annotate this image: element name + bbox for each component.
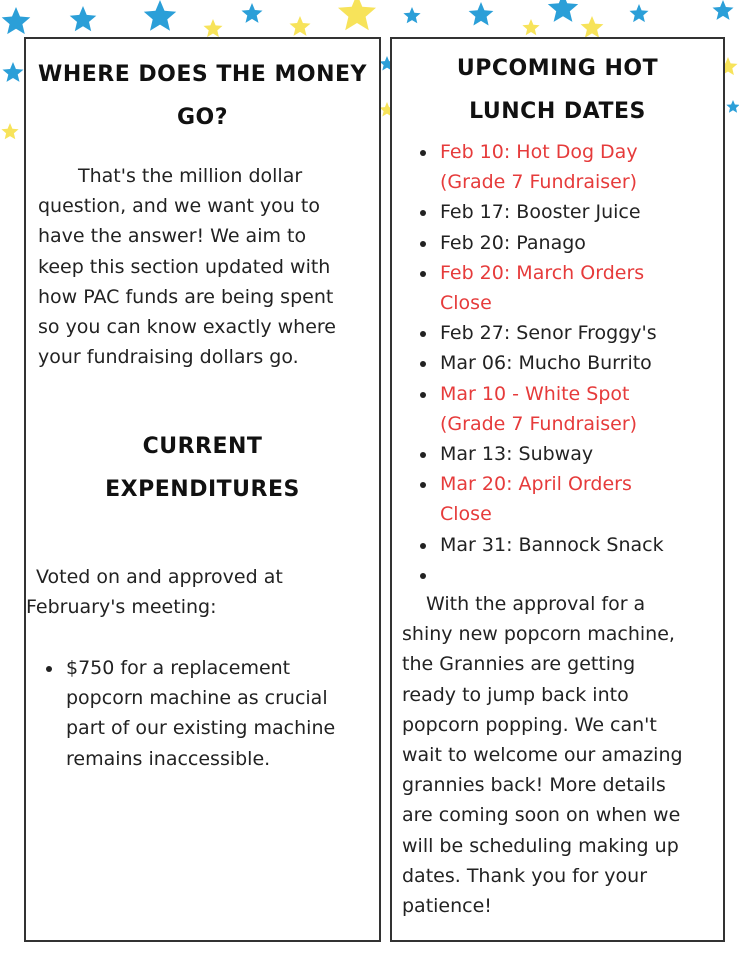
hot-lunch-date-item: Mar 10 - White Spot (Grade 7 Fundraiser) — [440, 379, 725, 439]
hot-lunch-date-item: Mar 06: Mucho Burrito — [440, 348, 725, 378]
star-icon — [1, 123, 18, 139]
star-icon — [522, 19, 539, 35]
star-icon — [581, 16, 604, 38]
expenditures-heading: CURRENT EXPENDITURES — [105, 434, 300, 502]
expenditure-item: $750 for a replacement popcorn machine as crucial part of our existing machine remains inaccessible. — [66, 653, 376, 774]
star-icon — [726, 100, 739, 113]
hot-lunch-panel — [390, 37, 725, 942]
star-icon — [242, 3, 263, 23]
star-icon — [204, 19, 223, 37]
star-icon — [3, 62, 24, 82]
star-icon — [70, 6, 97, 31]
money-intro: That's the million dollar question, and we want you to have the answer! We aim to keep this section updated with how PAC funds are being spent so you can know exactly where your fundraising dollars go. — [38, 165, 336, 369]
hot-lunch-date-list — [440, 137, 725, 590]
money-heading: WHERE DOES THE MONEY GO? — [38, 62, 367, 130]
star-icon — [469, 2, 494, 26]
hot-lunch-heading: UPCOMING HOT LUNCH DATES — [456, 56, 659, 124]
hot-lunch-date-item — [440, 560, 725, 590]
star-icon — [713, 0, 734, 20]
star-icon — [338, 0, 376, 30]
voted-text: Voted on and approved at February's meeting: — [26, 566, 283, 619]
hot-lunch-date-item: Mar 20: April Orders Close — [440, 469, 725, 529]
hot-lunch-date-item: Feb 10: Hot Dog Day (Grade 7 Fundraiser) — [440, 137, 725, 197]
star-icon — [2, 7, 31, 34]
hot-lunch-date-item: Mar 31: Bannock Snack — [440, 530, 725, 560]
star-icon — [144, 0, 176, 31]
star-icon — [290, 16, 311, 36]
popcorn-note: With the approval for a shiny new popcorn machine, the Grannies are getting ready to jump back into popcorn popping. We can't wait to welcome our amazing grannies back! More details are coming soon on when we will be scheduling making up dates. Thank you for your patience! — [402, 593, 683, 918]
hot-lunch-date-item: Feb 27: Senor Froggy's — [440, 318, 725, 348]
hot-lunch-date-item: Feb 20: March Orders Close — [440, 258, 725, 318]
hot-lunch-date-item: Mar 13: Subway — [440, 439, 725, 469]
star-icon — [630, 4, 649, 22]
star-icon — [403, 7, 420, 23]
star-icon — [548, 0, 578, 22]
money-panel — [24, 37, 381, 942]
expenditure-list — [66, 653, 376, 774]
hot-lunch-date-item: Feb 20: Panago — [440, 228, 725, 258]
hot-lunch-date-item: Feb 17: Booster Juice — [440, 197, 725, 227]
